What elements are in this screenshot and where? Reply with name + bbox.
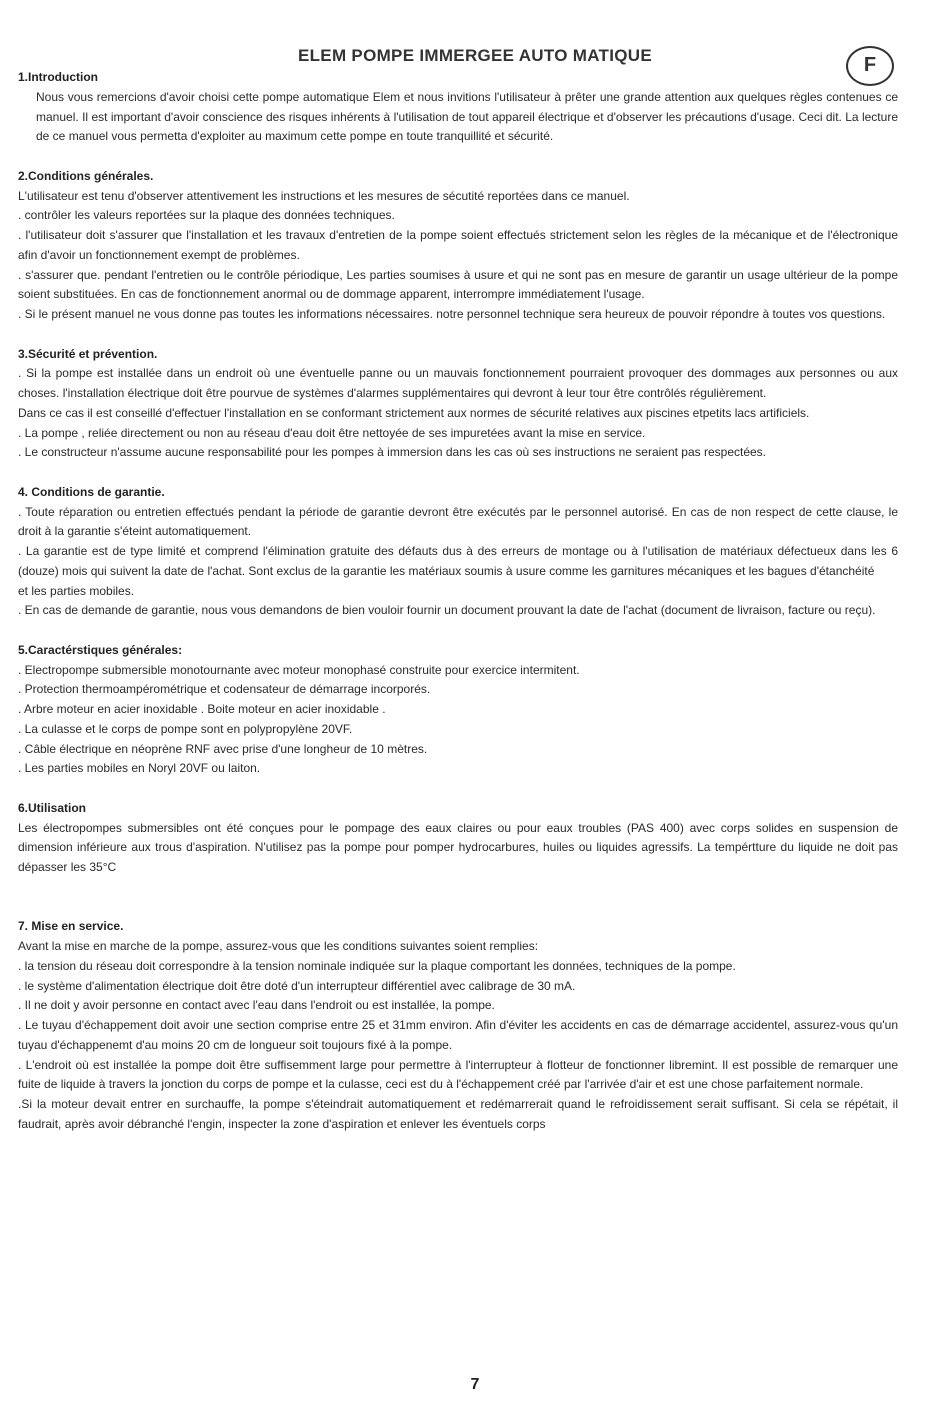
section-heading: 3.Sécurité et prévention.: [18, 346, 158, 361]
paragraph: . Le constructeur n'assume aucune responsabilité pour les pompes à immersion dans les cas où ses instructions ne seraient pas respectées.: [18, 445, 767, 460]
paragraph: et les parties mobiles.: [18, 583, 135, 598]
section-general-conditions: [18, 167, 898, 325]
paragraph: . Le tuyau d'échappement doit avoir une section comprise entre 25 et 31mm environ. Afin d'éviter les accidents en cas de démarrage accidentel, assurez-vous qu'un tuyau d'échappenemt d'au moins 20 cm de longueur soit toujours fixé à la pompe.: [18, 1018, 898, 1052]
paragraph: . Electropompe submersible monotournante avec moteur monophasé construite pour exercice intermitent.: [18, 662, 580, 677]
paragraph: Les électropompes submersibles ont été conçues pour le pompage des eaux claires ou pour eaux troubles (PAS 400) avec corps solides en suspension de dimension inférieure aux trous d'aspiration. N'utilisez pas la pompe pour pomper hydrocarbures, huiles ou liquides agressifs. La tempértture du liquide ne doit pas dépasser les 35°C: [18, 820, 898, 874]
section-heading: 4. Conditions de garantie.: [18, 484, 165, 499]
paragraph: Avant la mise en marche de la pompe, assurez-vous que les conditions suivantes soient remplies:: [18, 939, 539, 953]
paragraph: . Toute réparation ou entretien effectués pendant la période de garantie devront être exécutés par le personnel autorisé. En cas de non respect de cette clause, le droit à la garantie s'éteint automatiquement.: [18, 504, 898, 539]
paragraph: . Il ne doit y avoir personne en contact avec l'eau dans l'endroit ou est installée, la pompe.: [18, 998, 495, 1013]
paragraph: . L'endroit où est installée la pompe doit être suffisemment large pour permettre à l'interrupteur à flotteur de fonctionner libremint. Il est possible de remarquer une fuite de liquide à travers la jonction du corps de pompe et la culasse, ceci est du à l'échappement créé par l'arrivée d'air et est une chose parfaitement normale.: [18, 1057, 898, 1092]
paragraph: . Arbre moteur en acier inoxidable . Boite moteur en acier inoxidable .: [18, 702, 386, 716]
section-characteristics: [18, 641, 898, 779]
paragraph: .Si la moteur devait entrer en surchauffe, la pompe s'éteindrait automatiquement et redémarrerait quand le refroidissement serait suffisant. Si cela se répétait, il faudrait, après avoir débranché l'engin, inspecter la zone d'aspiration et enlever les éventuels corps: [18, 1097, 898, 1131]
section-usage: [18, 799, 898, 878]
section-heading: 6.Utilisation: [18, 800, 87, 815]
paragraph: Dans ce cas il est conseillé d'effectuer l'installation en se conformant strictement aux normes de sécurité relatives aux piscines etpetits lacs artificiels.: [18, 405, 810, 420]
section-heading: 5.Caractérstiques générales:: [18, 642, 183, 657]
paragraph: . contrôler les valeurs reportées sur la plaque des données techniques.: [18, 208, 395, 223]
paragraph: . la tension du réseau doit correspondre à la tension nominale indiquée sur la plaque comportant les données, techniques de la pompe.: [18, 958, 736, 973]
paragraph: Nous vous remercions d'avoir choisi cette pompe automatique Elem et nous invitions l'utilisateur à prêter une grande attention aux quelques règles contenues ce manuel. Il est important d'avoir conscience des risques inhérents à l'utilisation de tout appareil électrique et d'observer les précautions d'usage. Ceci dit. La lecture de ce manuel vous permetta d'exploiter au maximum cette pompe en toute tranquillité et sécurité.: [36, 89, 898, 144]
paragraph: . l'utilisateur doit s'assurer que l'installation et les travaux d'entretien de la pompe soient effectués strictement selon les règles de la mécanique et de l'électronique afin d'avoir un fonctionnement exempt de problèmes.: [18, 228, 898, 262]
paragraph: L'utilisateur est tenu d'observer attentivement les instructions et les mesures de sécutité reportées dans ce manuel.: [18, 188, 630, 203]
document-body: [18, 68, 898, 1135]
page-number: 7: [470, 1376, 480, 1393]
paragraph: . Protection thermoampérométrique et codensateur de démarrage incorporés.: [18, 682, 431, 697]
paragraph: . Câble électrique en néoprène RNF avec prise d'une longheur de 10 mètres.: [18, 741, 428, 756]
paragraph: . Si le présent manuel ne vous donne pas toutes les informations nécessaires. notre personnel technique sera heureux de pouvoir répondre à toutes vos questions.: [18, 307, 886, 321]
paragraph: . le système d'alimentation électrique doit être doté d'un interrupteur différentiel avec calibrage de 30 mA.: [18, 978, 576, 993]
paragraph: . La pompe , reliée directement ou non au réseau d'eau doit être nettoyée de ses impuretées avant la mise en service.: [18, 425, 646, 440]
paragraph: . En cas de demande de garantie, nous vous demandons de bien vouloir fournir un document prouvant la date de l'achat (document de livraison, facture ou reçu).: [18, 603, 876, 618]
language-badge: F: [846, 46, 894, 86]
section-commissioning: [18, 917, 898, 1134]
paragraph: . Si la pompe est installée dans un endroit où une éventuelle panne ou un mauvais fonctionnement pourraient provoquer des dommages aux personnes ou aux choses. l'installation électrique doit être pourvue de systèmes d'alarmes supplémentaires qui devront à leur tour être contrôlés régulièrement.: [18, 366, 898, 400]
paragraph: . La garantie est de type limité et comprend l'élimination gratuite des défauts dus à des erreurs de montage ou à l'utilisation de matériaux défectueux dans les 6 (douze) mois qui suivent la date de l'achat. Sont exclus de la garantie les matériaux soumis à usure comme les garnitures mécaniques et les bagues d'étanchéité: [18, 544, 898, 578]
section-introduction: [18, 68, 898, 147]
section-heading: 7. Mise en service.: [18, 919, 124, 934]
section-safety-prevention: [18, 345, 898, 464]
document-title: ELEM POMPE IMMERGEE AUTO MATIQUE: [297, 46, 653, 65]
section-heading: 1.Introduction: [18, 70, 98, 84]
paragraph: . s'assurer que. pendant l'entretien ou le contrôle périodique, Les parties soumises à usure et qui ne sont pas en mesure de garantir un usage ultérieur de la pompe soient substituées. En cas de fonctionnement anormal ou de dommage apparent, interrompre immédiatement l'usage.: [18, 267, 898, 302]
paragraph: . Les parties mobiles en Noryl 20VF ou laiton.: [18, 761, 261, 776]
paragraph: . La culasse et le corps de pompe sont en polypropylène 20VF.: [18, 721, 353, 736]
section-warranty: [18, 483, 898, 621]
section-heading: 2.Conditions générales.: [18, 168, 154, 183]
